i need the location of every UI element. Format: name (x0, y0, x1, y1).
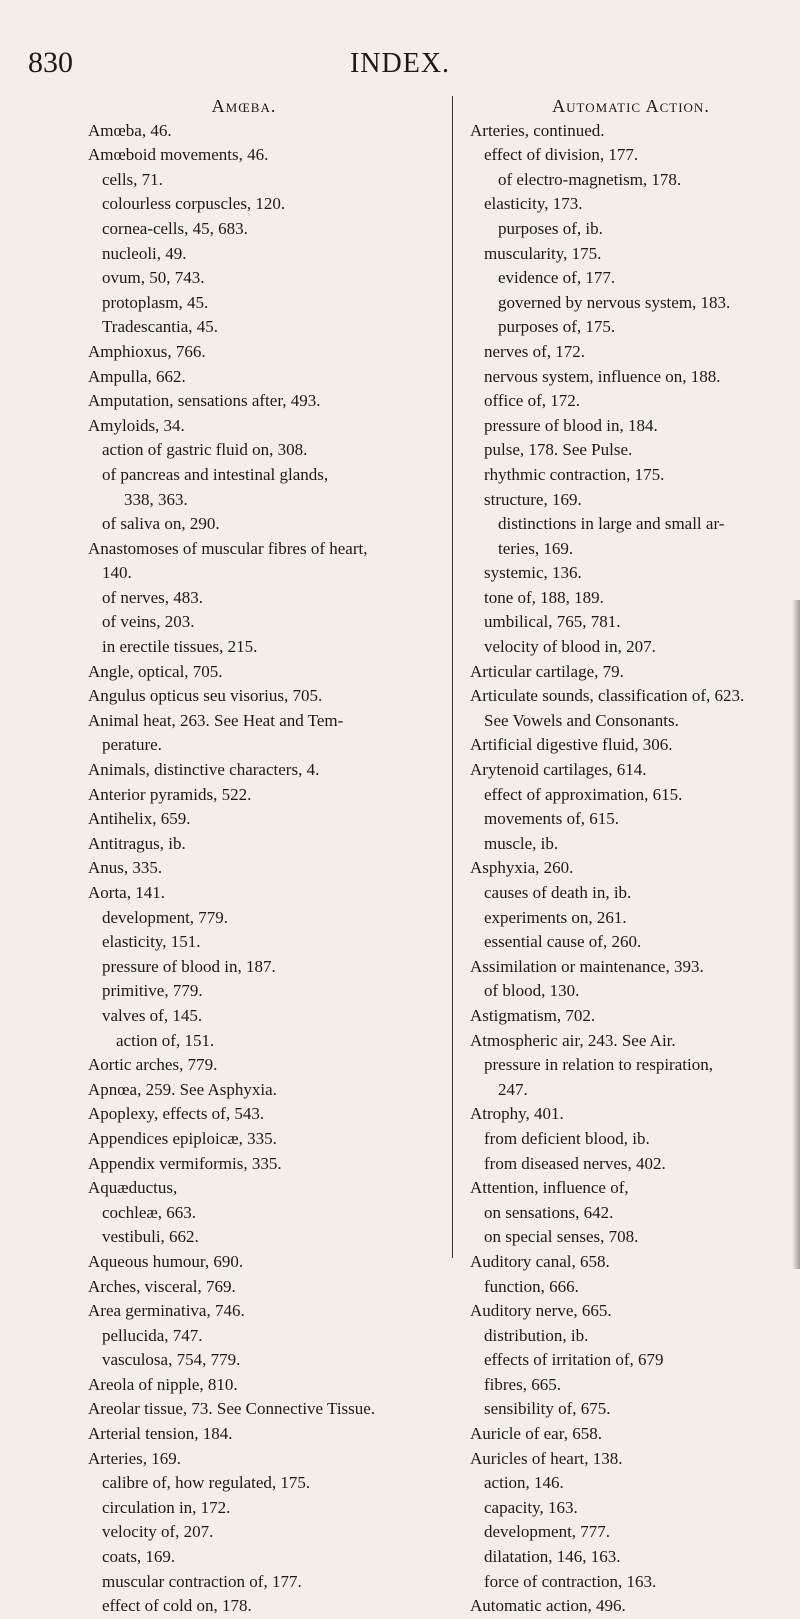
index-entry: elasticity, 151. (102, 932, 201, 952)
index-entry: Amyloids, 34. (88, 415, 185, 435)
index-entry: pellucida, 747. (102, 1325, 203, 1345)
index-entry: evidence of, 177. (498, 268, 616, 288)
index-entry: from diseased nerves, 402. (484, 1153, 666, 1173)
index-entry: muscle, ib. (484, 833, 559, 853)
page-header (0, 46, 800, 86)
index-entry: of nerves, 483. (102, 587, 204, 607)
index-entry: distribution, ib. (484, 1325, 589, 1345)
index-entry: Atrophy, 401. (470, 1104, 564, 1124)
index-entry: governed by nervous system, 183. (498, 292, 731, 312)
index-entry: force of contraction, 163. (484, 1571, 657, 1591)
index-entry: Amphioxus, 766. (88, 341, 206, 361)
index-entry: structure, 169. (484, 489, 582, 509)
index-entry: Amputation, sensations after, 493. (88, 391, 321, 411)
index-entry: Arterial tension, 184. (88, 1424, 233, 1444)
index-entry: See Vowels and Consonants. (484, 710, 679, 730)
index-entry: Appendix vermiformis, 335. (88, 1153, 282, 1173)
index-entry: effects of irritation of, 679 (484, 1350, 664, 1370)
index-entry: Aquæductus, (88, 1178, 178, 1198)
index-entry: Animal heat, 263. See Heat and Tem- (88, 710, 344, 730)
index-entry: perature. (102, 735, 162, 755)
column-heading-right: Automatic Action. (552, 96, 710, 116)
index-entry: action, 146. (484, 1473, 564, 1493)
index-entry: pressure of blood in, 184. (484, 415, 658, 435)
index-entry: function, 666. (484, 1276, 579, 1296)
index-entry: Assimilation or maintenance, 393. (470, 956, 704, 976)
index-entry: Arteries, continued. (470, 120, 605, 140)
index-entry: rhythmic contraction, 175. (484, 464, 665, 484)
index-entry: circulation in, 172. (102, 1497, 231, 1517)
index-entry: umbilical, 765, 781. (484, 612, 621, 632)
index-entry: capacity, 163. (484, 1497, 578, 1517)
index-entry: vestibuli, 662. (102, 1227, 199, 1247)
index-entry: calibre of, how regulated, 175. (102, 1473, 311, 1493)
index-entry: causes of death in, ib. (484, 883, 632, 902)
index-entry: cochleæ, 663. (102, 1202, 196, 1222)
index-entry: development, 779. (102, 907, 229, 927)
index-entry: protoplasm, 45. (102, 292, 209, 312)
index-entry: Apoplexy, effects of, 543. (88, 1104, 265, 1124)
index-entry: Antitragus, ib. (88, 833, 186, 853)
index-entry: Asphyxia, 260. (470, 858, 574, 878)
index-entry: distinctions in large and small ar- (498, 514, 725, 534)
index-entry: Aortic arches, 779. (88, 1055, 218, 1075)
index-entry: of electro-magnetism, 178. (498, 169, 682, 189)
index-entry: of blood, 130. (484, 981, 580, 1001)
index-entry: Anastomoses of muscular fibres of heart, (88, 538, 368, 558)
index-entry: purposes of, 175. (498, 317, 616, 337)
index-entry: Areola of nipple, 810. (88, 1374, 238, 1394)
index-entry: Automatic action, 496. (470, 1596, 626, 1616)
page-title: INDEX. (349, 48, 451, 79)
index-entry: cells, 71. (102, 169, 163, 189)
index-entry: from deficient blood, ib. (484, 1128, 650, 1148)
index-entry: Angle, optical, 705. (88, 661, 223, 681)
index-entry: Apnœa, 259. See Asphyxia. (88, 1079, 277, 1099)
index-entry: Area germinativa, 746. (88, 1301, 245, 1321)
index-entry: muscularity, 175. (484, 243, 602, 263)
index-entry: colourless corpuscles, 120. (102, 194, 286, 214)
index-entries-right (470, 119, 792, 1619)
index-entry: Aorta, 141. (88, 883, 165, 902)
index-entry: of veins, 203. (102, 612, 195, 632)
index-entry: action of gastric fluid on, 308. (102, 440, 308, 460)
index-column-right (470, 94, 792, 1619)
index-entry: on special senses, 708. (484, 1227, 639, 1247)
index-entry: Attention, influence of, (470, 1178, 629, 1198)
index-entry: Auricles of heart, 138. (470, 1448, 623, 1468)
index-entry: Astigmatism, 702. (470, 1005, 596, 1025)
index-entry: primitive, 779. (102, 981, 203, 1001)
index-entry: Artificial digestive fluid, 306. (470, 735, 673, 755)
index-entry: effect of cold on, 178. (102, 1596, 252, 1616)
index-entry: 247. (498, 1079, 528, 1099)
index-entry: of saliva on, 290. (102, 514, 220, 534)
index-entry: sensibility of, 675. (484, 1399, 611, 1419)
index-entry: Anus, 335. (88, 858, 163, 878)
column-heading-left: Amœba. (211, 96, 277, 116)
index-entry: Amœba, 46. (88, 120, 172, 140)
index-entry: Arteries, 169. (88, 1448, 182, 1468)
index-entry: Anterior pyramids, 522. (88, 784, 252, 804)
index-entry: Auricle of ear, 658. (470, 1424, 602, 1444)
index-entry: Ampulla, 662. (88, 366, 186, 386)
index-entry: elasticity, 173. (484, 194, 583, 214)
index-entry: fibres, 665. (484, 1374, 561, 1394)
index-entry: dilatation, 146, 163. (484, 1547, 621, 1567)
index-entry: Amœboid movements, 46. (88, 145, 269, 165)
index-entry: velocity of, 207. (102, 1522, 214, 1542)
index-entry: Angulus opticus seu visorius, 705. (88, 686, 323, 706)
index-entry: effect of division, 177. (484, 145, 639, 165)
page-number: 830 (28, 46, 73, 79)
index-entry: 338, 363. (124, 489, 188, 509)
index-entry: of pancreas and intestinal glands, (102, 464, 329, 484)
index-entry: cornea-cells, 45, 683. (102, 218, 248, 238)
index-entry: Appendices epiploicæ, 335. (88, 1128, 277, 1148)
index-entry: Atmospheric air, 243. See Air. (470, 1030, 676, 1050)
index-entry: Arytenoid cartilages, 614. (470, 760, 647, 780)
index-entry: experiments on, 261. (484, 907, 627, 927)
index-entry: 140. (102, 563, 132, 583)
index-entry: velocity of blood in, 207. (484, 637, 656, 657)
index-entry: pressure of blood in, 187. (102, 956, 276, 976)
index-entry: on sensations, 642. (484, 1202, 614, 1222)
page-edge-shadow (792, 600, 800, 1269)
index-entry: Auditory canal, 658. (470, 1251, 610, 1271)
column-divider (452, 96, 453, 1258)
index-entry: Areolar tissue, 73. See Connective Tissue. (88, 1399, 376, 1419)
index-entry: office of, 172. (484, 391, 580, 411)
index-entry: tone of, 188, 189. (484, 587, 604, 607)
index-entry: Aqueous humour, 690. (88, 1251, 244, 1271)
index-entry: movements of, 615. (484, 809, 620, 829)
index-entry: Antihelix, 659. (88, 809, 191, 829)
index-entry: effect of approximation, 615. (484, 784, 683, 804)
index-entry: Tradescantia, 45. (102, 317, 218, 337)
index-column-left (88, 94, 430, 1619)
index-entry: in erectile tissues, 215. (102, 637, 258, 657)
index-entry: ovum, 50, 743. (102, 268, 205, 288)
index-entry: Articular cartilage, 79. (470, 661, 624, 681)
index-entry: nervous system, influence on, 188. (484, 366, 721, 386)
index-entry: coats, 169. (102, 1547, 176, 1567)
index-entry: nucleoli, 49. (102, 243, 187, 263)
index-entry: pulse, 178. See Pulse. (484, 440, 633, 460)
index-entry: purposes of, ib. (498, 218, 603, 238)
index-entry: teries, 169. (498, 538, 574, 558)
index-entry: nerves of, 172. (484, 341, 586, 361)
index-entry: Arches, visceral, 769. (88, 1276, 236, 1296)
index-entry: pressure in relation to respiration, (484, 1055, 713, 1075)
index-entry: valves of, 145. (102, 1005, 203, 1025)
index-entry: muscular contraction of, 177. (102, 1571, 302, 1591)
index-entry: Animals, distinctive characters, 4. (88, 760, 320, 780)
index-entry: systemic, 136. (484, 563, 582, 583)
index-entry: essential cause of, 260. (484, 932, 642, 952)
index-entry: development, 777. (484, 1522, 611, 1542)
index-entry: vasculosa, 754, 779. (102, 1350, 241, 1370)
index-entry: Auditory nerve, 665. (470, 1301, 612, 1321)
index-entry: Articulate sounds, classification of, 623. (470, 686, 745, 706)
index-entry: action of, 151. (116, 1030, 215, 1050)
index-entries-left (88, 119, 430, 1619)
